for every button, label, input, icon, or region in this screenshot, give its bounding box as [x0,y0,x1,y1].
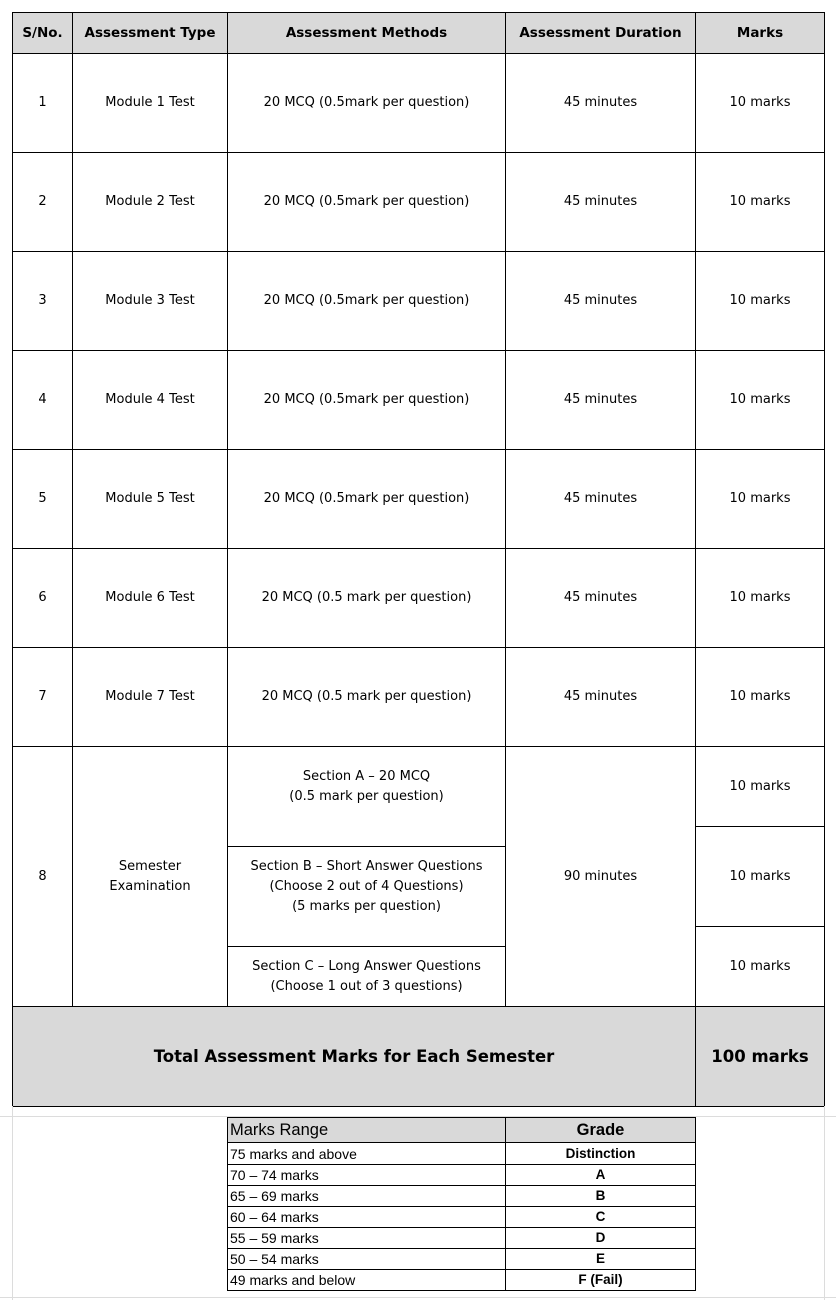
row-2-type: Module 2 Test [72,152,228,252]
section-a-line-1: Section A – 20 MCQ [302,769,431,784]
grade-row-range: 65 – 69 marks [227,1185,506,1207]
section-c-line-2: (Choose 1 out of 3 questions) [270,978,463,994]
row-3-type: Module 3 Test [72,251,228,351]
row-7-method: 20 MCQ (0.5 mark per question) [227,647,506,747]
row-8-sno: 8 [12,746,73,1007]
total-value: 100 marks [695,1006,825,1107]
grade-row-range: 55 – 59 marks [227,1227,506,1249]
row-4-type: Module 4 Test [72,350,228,450]
header-sno: S/No. [12,12,73,54]
row-5-duration: 45 minutes [505,449,696,549]
row-3-method: 20 MCQ (0.5mark per question) [227,251,506,351]
section-c-line-1: Section C – Long Answer Questions [252,958,481,974]
grade-row-grade: D [505,1227,696,1249]
grade-row-range: 75 marks and above [227,1142,506,1165]
section-b-line-2: (Choose 2 out of 4 Questions) [269,879,464,894]
section-a-marks: 10 marks [695,746,825,827]
grade-row-grade: Distinction [505,1142,696,1165]
grade-row-range: 50 – 54 marks [227,1248,506,1270]
row-5-marks: 10 marks [695,449,825,549]
row-1-method: 20 MCQ (0.5mark per question) [227,53,506,153]
grade-row-grade: B [505,1185,696,1207]
grade-header-grade: Grade [505,1117,696,1143]
section-c-method [227,946,506,1007]
row-4-sno: 4 [12,350,73,450]
total-label: Total Assessment Marks for Each Semester [12,1006,696,1107]
row-2-marks: 10 marks [695,152,825,252]
row-1-type: Module 1 Test [72,53,228,153]
row-6-type: Module 6 Test [72,548,228,648]
row-7-sno: 7 [12,647,73,747]
section-a-method [227,746,506,847]
row-5-method: 20 MCQ (0.5mark per question) [227,449,506,549]
row-6-marks: 10 marks [695,548,825,648]
header-assessment-duration: Assessment Duration [505,12,696,54]
grade-row-grade: E [505,1248,696,1270]
row-5-sno: 5 [12,449,73,549]
section-b-line-3: (5 marks per question) [292,899,441,914]
row-3-duration: 45 minutes [505,251,696,351]
row-2-sno: 2 [12,152,73,252]
row-7-duration: 45 minutes [505,647,696,747]
grade-row-grade: A [505,1164,696,1186]
row-4-marks: 10 marks [695,350,825,450]
divider [824,1106,825,1300]
row-5-type: Module 5 Test [72,449,228,549]
grade-row-range: 60 – 64 marks [227,1206,506,1228]
row-3-sno: 3 [12,251,73,351]
row-2-method: 20 MCQ (0.5mark per question) [227,152,506,252]
section-b-method [227,846,506,947]
grade-row-range: 70 – 74 marks [227,1164,506,1186]
section-b-marks: 10 marks [695,826,825,927]
row-4-method: 20 MCQ (0.5mark per question) [227,350,506,450]
row-8-type-line-2: Examination [109,878,191,894]
grade-header-range: Marks Range [227,1117,506,1143]
section-c-marks: 10 marks [695,926,825,1007]
header-assessment-type: Assessment Type [72,12,228,54]
grade-row-grade: C [505,1206,696,1228]
grade-row-grade: F (Fail) [505,1269,696,1291]
header-marks: Marks [695,12,825,54]
section-b-line-1: Section B – Short Answer Questions [250,859,483,874]
row-7-marks: 10 marks [695,647,825,747]
row-8-type-line-1: Semester [118,858,182,874]
row-6-method: 20 MCQ (0.5 mark per question) [227,548,506,648]
row-2-duration: 45 minutes [505,152,696,252]
row-8-type [72,746,228,1007]
divider [12,1106,13,1300]
divider [0,1297,836,1298]
row-1-marks: 10 marks [695,53,825,153]
row-3-marks: 10 marks [695,251,825,351]
row-1-sno: 1 [12,53,73,153]
row-1-duration: 45 minutes [505,53,696,153]
section-a-line-2: (0.5 mark per question) [289,789,444,804]
grade-row-range: 49 marks and below [227,1269,506,1291]
row-6-duration: 45 minutes [505,548,696,648]
header-assessment-methods: Assessment Methods [227,12,506,54]
row-4-duration: 45 minutes [505,350,696,450]
row-7-type: Module 7 Test [72,647,228,747]
row-6-sno: 6 [12,548,73,648]
row-8-duration: 90 minutes [505,746,696,1007]
